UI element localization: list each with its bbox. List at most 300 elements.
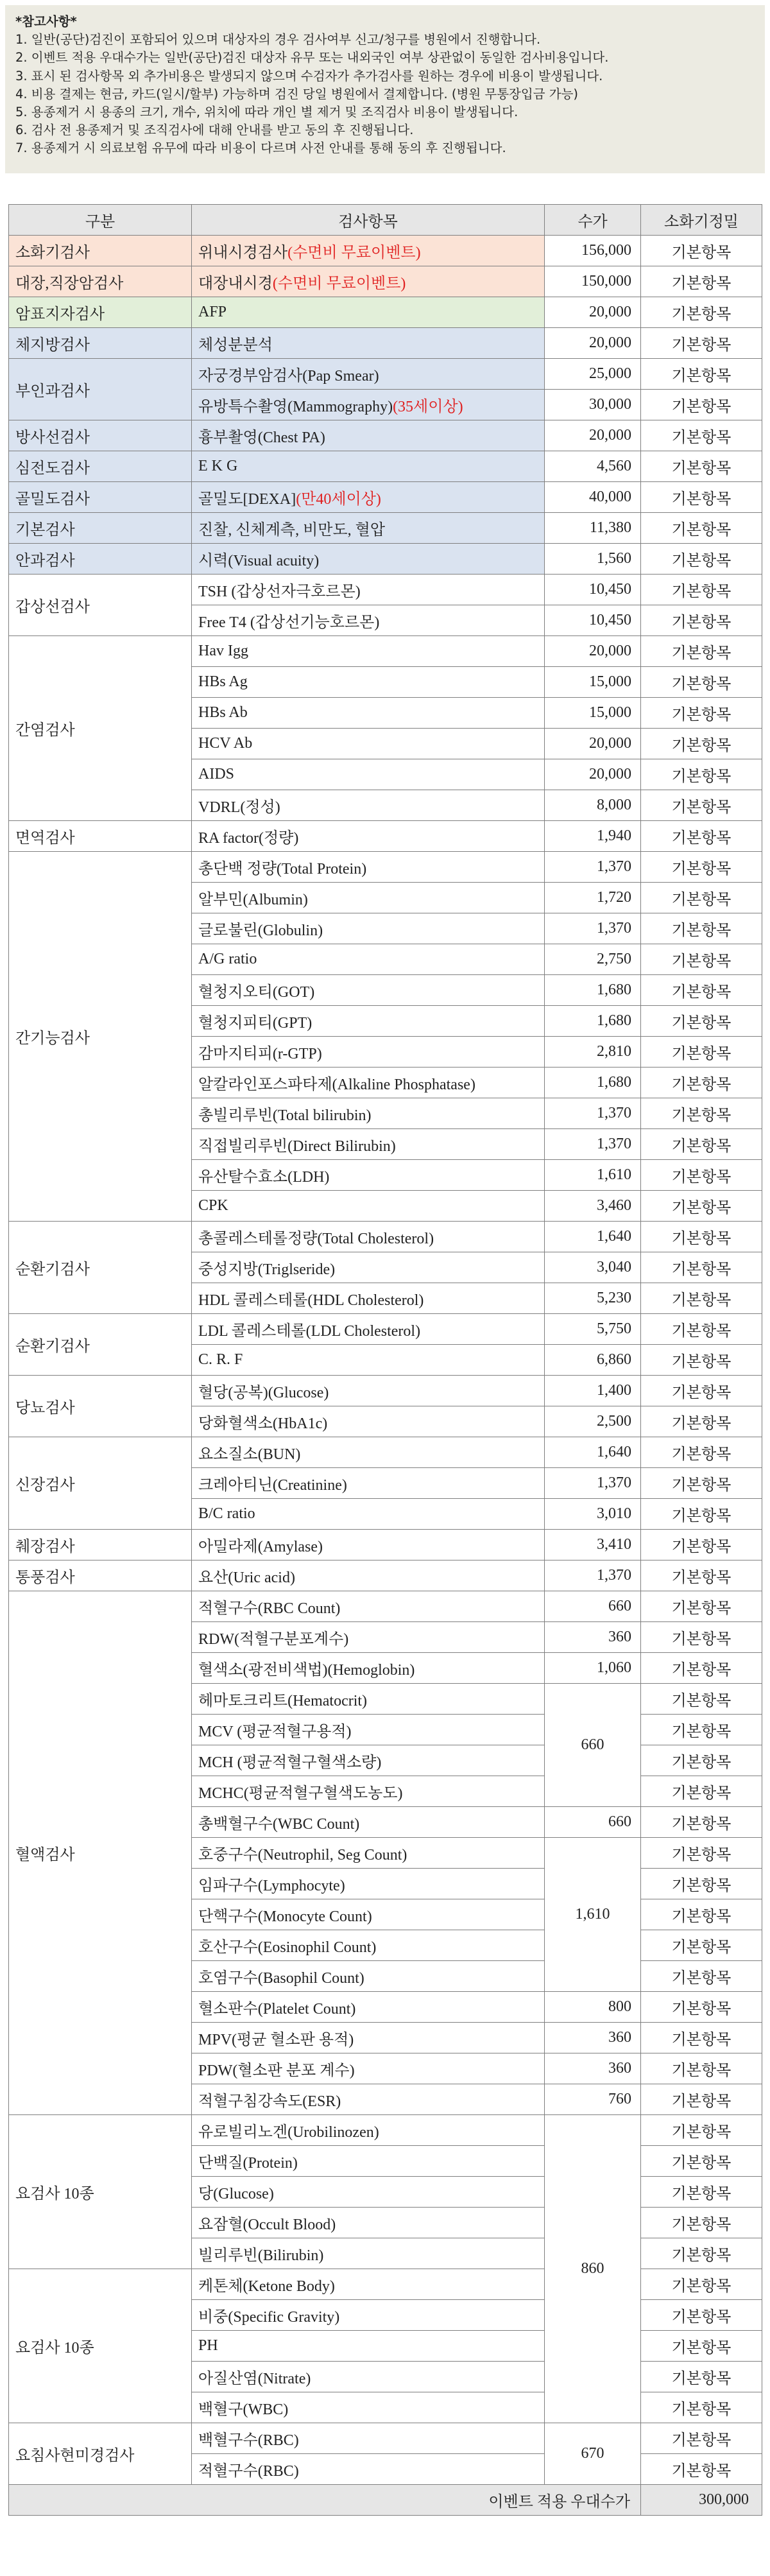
item-cell — [192, 2115, 545, 2146]
item-name: 흉부촬영(Chest PA) — [198, 429, 325, 446]
price-cell: 10,450 — [545, 575, 641, 605]
price-cell: 660 — [545, 1684, 641, 1807]
item-name: 유로빌리노겐(Urobilinozen) — [198, 2124, 379, 2141]
item-cell — [192, 883, 545, 913]
table-row — [9, 1437, 762, 1468]
item-name: AFP — [198, 304, 227, 320]
table-row — [9, 2115, 762, 2146]
table-row — [9, 1222, 762, 1252]
base-item-cell: 기본항목 — [641, 975, 762, 1006]
item-cell — [192, 2084, 545, 2115]
item-note: (35세이상) — [393, 399, 463, 415]
base-item-cell: 기본항목 — [641, 852, 762, 883]
category-cell: 방사선검사 — [9, 420, 192, 451]
item-cell — [192, 359, 545, 390]
item-name: 아밀라제(Amylase) — [198, 1539, 323, 1555]
item-cell — [192, 2454, 545, 2485]
price-cell: 150,000 — [545, 266, 641, 297]
item-name: 케톤체(Ketone Body) — [198, 2278, 335, 2295]
item-name: HCV Ab — [198, 735, 253, 752]
table-row — [9, 1314, 762, 1345]
item-name: 임파구수(Lymphocyte) — [198, 1878, 345, 1894]
table-row — [9, 451, 762, 482]
item-name: 알칼라인포스파타제(Alkaline Phosphatase) — [198, 1076, 475, 1093]
item-cell — [192, 390, 545, 420]
base-item-cell: 기본항목 — [641, 1098, 762, 1129]
item-cell — [192, 2362, 545, 2392]
category-cell: 요검사 10종 — [9, 2115, 192, 2269]
item-name: B/C ratio — [198, 1505, 255, 1522]
price-cell: 360 — [545, 2023, 641, 2053]
base-item-cell: 기본항목 — [641, 1468, 762, 1499]
base-item-cell: 기본항목 — [641, 2023, 762, 2053]
price-cell: 5,230 — [545, 1283, 641, 1314]
item-name: 대장내시경 — [198, 275, 273, 292]
category-cell: 요침사현미경검사 — [9, 2423, 192, 2485]
price-cell: 1,370 — [545, 1560, 641, 1591]
price-cell: 20,000 — [545, 636, 641, 667]
item-cell — [192, 1807, 545, 1838]
base-item-cell: 기본항목 — [641, 2177, 762, 2208]
item-name: 글로불린(Globulin) — [198, 922, 323, 939]
category-cell: 췌장검사 — [9, 1530, 192, 1560]
item-name: 혈소판수(Platelet Count) — [198, 2001, 356, 2018]
price-cell: 1,370 — [545, 852, 641, 883]
price-cell: 1,370 — [545, 1468, 641, 1499]
item-name: 유산탈수효소(LDH) — [198, 1169, 330, 1186]
item-cell — [192, 1314, 545, 1345]
item-cell — [192, 2238, 545, 2269]
category-cell: 혈액검사 — [9, 1591, 192, 2115]
price-cell: 1,610 — [545, 1160, 641, 1191]
item-name: 중성지방(Triglseride) — [198, 1261, 336, 1278]
item-cell — [192, 2269, 545, 2300]
base-item-cell: 기본항목 — [641, 790, 762, 821]
category-cell: 간염검사 — [9, 636, 192, 821]
base-item-cell: 기본항목 — [641, 2053, 762, 2084]
item-name: Free T4 (갑상선기능호르몬) — [198, 614, 380, 631]
item-name: TSH (갑상선자극호르몬) — [198, 583, 361, 600]
base-item-cell: 기본항목 — [641, 1222, 762, 1252]
base-item-cell: 기본항목 — [641, 1530, 762, 1560]
item-cell — [192, 1376, 545, 1406]
category-cell: 대장,직장암검사 — [9, 266, 192, 297]
base-item-cell: 기본항목 — [641, 1745, 762, 1776]
base-item-cell: 기본항목 — [641, 759, 762, 790]
base-item-cell: 기본항목 — [641, 667, 762, 698]
item-cell — [192, 790, 545, 821]
base-item-cell: 기본항목 — [641, 1560, 762, 1591]
base-item-cell: 기본항목 — [641, 1037, 762, 1068]
category-cell: 안과검사 — [9, 544, 192, 575]
item-cell — [192, 2177, 545, 2208]
table-body — [9, 236, 762, 2485]
price-cell: 660 — [545, 1591, 641, 1622]
price-cell: 1,370 — [545, 913, 641, 944]
price-cell: 1,560 — [545, 544, 641, 575]
base-item-cell: 기본항목 — [641, 2331, 762, 2362]
item-cell — [192, 698, 545, 729]
item-cell — [192, 544, 545, 575]
category-cell: 순환기검사 — [9, 1314, 192, 1376]
price-cell: 1,680 — [545, 1006, 641, 1037]
base-item-cell: 기본항목 — [641, 1283, 762, 1314]
price-cell: 156,000 — [545, 236, 641, 266]
price-cell: 25,000 — [545, 359, 641, 390]
price-cell: 860 — [545, 2115, 641, 2423]
item-cell — [192, 2146, 545, 2177]
base-item-cell: 기본항목 — [641, 2208, 762, 2238]
price-cell: 670 — [545, 2423, 641, 2485]
item-name: HDL 콜레스테롤(HDL Cholesterol) — [198, 1292, 424, 1309]
footer-total: 300,000 — [641, 2485, 762, 2516]
item-name: PH — [198, 2337, 218, 2354]
item-name: CPK — [198, 1197, 228, 1214]
category-cell: 소화기검사 — [9, 236, 192, 266]
price-cell: 11,380 — [545, 513, 641, 544]
price-table — [8, 204, 762, 2516]
base-item-cell: 기본항목 — [641, 1653, 762, 1684]
base-item-cell: 기본항목 — [641, 2269, 762, 2300]
item-cell — [192, 2423, 545, 2454]
item-name: E K G — [198, 458, 238, 474]
base-item-cell: 기본항목 — [641, 1838, 762, 1869]
base-item-cell: 기본항목 — [641, 1807, 762, 1838]
base-item-cell: 기본항목 — [641, 1006, 762, 1037]
item-cell — [192, 1191, 545, 1222]
item-name: 직접빌리루빈(Direct Bilirubin) — [198, 1138, 396, 1155]
base-item-cell: 기본항목 — [641, 390, 762, 420]
item-name: 헤마토크리트(Hematocrit) — [198, 1693, 368, 1709]
item-cell — [192, 482, 545, 513]
item-name: 혈색소(광전비색법)(Hemoglobin) — [198, 1662, 415, 1679]
table-row — [9, 2269, 762, 2300]
base-item-cell: 기본항목 — [641, 2084, 762, 2115]
price-cell: 1,400 — [545, 1376, 641, 1406]
price-cell: 6,860 — [545, 1345, 641, 1376]
price-cell: 20,000 — [545, 759, 641, 790]
base-item-cell: 기본항목 — [641, 2392, 762, 2423]
item-name: 체성분분석 — [198, 337, 273, 354]
item-name: AIDS — [198, 766, 235, 782]
item-name: MCHC(평균적혈구혈색도농도) — [198, 1785, 403, 1802]
price-cell: 1,640 — [545, 1437, 641, 1468]
base-item-cell: 기본항목 — [641, 544, 762, 575]
table-row — [9, 359, 762, 390]
table-row — [9, 482, 762, 513]
item-name: 총빌리루빈(Total bilirubin) — [198, 1107, 372, 1124]
header-price: 수가 — [545, 205, 641, 236]
base-item-cell: 기본항목 — [641, 1160, 762, 1191]
item-name: 알부민(Albumin) — [198, 892, 308, 908]
header-digestive-precision: 소화기정밀 — [641, 205, 762, 236]
base-item-cell: 기본항목 — [641, 575, 762, 605]
base-item-cell: 기본항목 — [641, 328, 762, 359]
base-item-cell: 기본항목 — [641, 1899, 762, 1930]
item-name: RA factor(정량) — [198, 830, 299, 847]
item-cell — [192, 1715, 545, 1745]
price-cell: 1,060 — [545, 1653, 641, 1684]
base-item-cell: 기본항목 — [641, 729, 762, 759]
item-name: 혈청지오티(GOT) — [198, 984, 315, 1001]
item-name: 호산구수(Eosinophil Count) — [198, 1939, 377, 1956]
item-name: Hav Igg — [198, 643, 248, 659]
base-item-cell: 기본항목 — [641, 1345, 762, 1376]
table-footer-row — [9, 2485, 762, 2516]
item-name: 빌리루빈(Bilirubin) — [198, 2247, 324, 2264]
item-cell — [192, 975, 545, 1006]
base-item-cell: 기본항목 — [641, 266, 762, 297]
item-cell — [192, 1622, 545, 1653]
item-cell — [192, 513, 545, 544]
item-name: 시력(Visual acuity) — [198, 553, 320, 569]
item-cell — [192, 913, 545, 944]
item-cell — [192, 2053, 545, 2084]
item-name: 호중구수(Neutrophil, Seg Count) — [198, 1847, 407, 1863]
item-cell — [192, 1684, 545, 1715]
base-item-cell: 기본항목 — [641, 2362, 762, 2392]
price-cell: 360 — [545, 1622, 641, 1653]
table-row — [9, 1530, 762, 1560]
price-cell: 660 — [545, 1807, 641, 1838]
table-row — [9, 236, 762, 266]
price-cell: 1,610 — [545, 1838, 641, 1992]
item-name: C. R. F — [198, 1351, 243, 1368]
item-name: MCV (평균적혈구용적) — [198, 1724, 352, 1740]
item-cell — [192, 1560, 545, 1591]
base-item-cell: 기본항목 — [641, 1684, 762, 1715]
category-cell: 간기능검사 — [9, 852, 192, 1222]
base-item-cell: 기본항목 — [641, 944, 762, 975]
item-cell — [192, 852, 545, 883]
base-item-cell: 기본항목 — [641, 1622, 762, 1653]
item-cell — [192, 1160, 545, 1191]
item-name: 총콜레스테롤정량(Total Cholesterol) — [198, 1231, 434, 1247]
base-item-cell: 기본항목 — [641, 2238, 762, 2269]
base-item-cell: 기본항목 — [641, 451, 762, 482]
base-item-cell: 기본항목 — [641, 1930, 762, 1961]
base-item-cell: 기본항목 — [641, 1252, 762, 1283]
base-item-cell: 기본항목 — [641, 513, 762, 544]
item-cell — [192, 1499, 545, 1530]
item-cell — [192, 1037, 545, 1068]
item-cell — [192, 759, 545, 790]
base-item-cell: 기본항목 — [641, 1591, 762, 1622]
table-row — [9, 266, 762, 297]
base-item-cell: 기본항목 — [641, 420, 762, 451]
base-item-cell: 기본항목 — [641, 1869, 762, 1899]
base-item-cell: 기본항목 — [641, 1499, 762, 1530]
item-name: 백혈구수(RBC) — [198, 2432, 299, 2449]
base-item-cell: 기본항목 — [641, 359, 762, 390]
item-name: VDRL(정성) — [198, 799, 280, 816]
base-item-cell: 기본항목 — [641, 883, 762, 913]
category-cell: 골밀도검사 — [9, 482, 192, 513]
item-name: MPV(평균 혈소판 용적) — [198, 2032, 354, 2048]
item-cell — [192, 1252, 545, 1283]
price-cell: 30,000 — [545, 390, 641, 420]
price-cell: 20,000 — [545, 297, 641, 328]
base-item-cell: 기본항목 — [641, 2300, 762, 2331]
base-item-cell: 기본항목 — [641, 236, 762, 266]
table-row — [9, 513, 762, 544]
item-note: (수면비 무료이벤트) — [272, 275, 406, 292]
category-cell: 면역검사 — [9, 821, 192, 852]
item-cell — [192, 236, 545, 266]
item-cell — [192, 944, 545, 975]
price-cell: 1,680 — [545, 1068, 641, 1098]
notice-title: *참고사항* — [15, 14, 77, 29]
category-cell: 신장검사 — [9, 1437, 192, 1530]
item-cell — [192, 605, 545, 636]
base-item-cell: 기본항목 — [641, 1376, 762, 1406]
price-cell: 20,000 — [545, 328, 641, 359]
item-cell — [192, 1530, 545, 1560]
item-name: PDW(혈소판 분포 계수) — [198, 2062, 355, 2079]
base-item-cell: 기본항목 — [641, 1437, 762, 1468]
price-cell: 2,500 — [545, 1406, 641, 1437]
item-cell — [192, 2208, 545, 2238]
item-name: MCH (평균적혈구혈색소량) — [198, 1754, 382, 1771]
base-item-cell: 기본항목 — [641, 1715, 762, 1745]
item-cell — [192, 729, 545, 759]
item-cell — [192, 2331, 545, 2362]
base-item-cell: 기본항목 — [641, 1406, 762, 1437]
base-item-cell: 기본항목 — [641, 605, 762, 636]
item-name: 총백혈구수(WBC Count) — [198, 1816, 360, 1833]
price-cell: 4,560 — [545, 451, 641, 482]
category-cell: 기본검사 — [9, 513, 192, 544]
item-cell — [192, 1899, 545, 1930]
item-cell — [192, 1745, 545, 1776]
item-cell — [192, 1406, 545, 1437]
base-item-cell: 기본항목 — [641, 1191, 762, 1222]
item-name: 비중(Specific Gravity) — [198, 2309, 340, 2326]
table-row — [9, 297, 762, 328]
table-row — [9, 1376, 762, 1406]
item-name: 감마지티피(r-GTP) — [198, 1046, 322, 1062]
item-name: A/G ratio — [198, 951, 257, 967]
price-cell: 3,010 — [545, 1499, 641, 1530]
price-cell: 2,750 — [545, 944, 641, 975]
table-row — [9, 821, 762, 852]
item-name: LDL 콜레스테롤(LDL Cholesterol) — [198, 1323, 421, 1340]
item-cell — [192, 1222, 545, 1252]
footer-label: 이벤트 적용 우대수가 — [9, 2485, 641, 2516]
item-cell — [192, 1961, 545, 1992]
base-item-cell: 기본항목 — [641, 2454, 762, 2485]
table-row — [9, 544, 762, 575]
price-cell: 1,640 — [545, 1222, 641, 1252]
item-cell — [192, 1437, 545, 1468]
table-row — [9, 1560, 762, 1591]
table-row — [9, 636, 762, 667]
item-name: 자궁경부암검사(Pap Smear) — [198, 368, 379, 385]
notice-line: 2. 이벤트 적용 우대수가는 일반(공단)검진 대상자 유무 또는 내외국인 여부 상관없이 동일한 검사비용입니다. — [15, 50, 609, 65]
price-cell: 10,450 — [545, 605, 641, 636]
item-name: 요산(Uric acid) — [198, 1569, 295, 1586]
item-name: RDW(적혈구분포계수) — [198, 1631, 349, 1648]
price-cell: 1,680 — [545, 975, 641, 1006]
item-cell — [192, 667, 545, 698]
price-cell: 15,000 — [545, 667, 641, 698]
item-name: 적혈구침강속도(ESR) — [198, 2093, 341, 2110]
item-name: 위내시경검사 — [198, 245, 288, 261]
item-cell — [192, 1591, 545, 1622]
category-cell: 심전도검사 — [9, 451, 192, 482]
base-item-cell: 기본항목 — [641, 2115, 762, 2146]
item-name: 골밀도[DEXA] — [198, 491, 296, 508]
category-cell: 부인과검사 — [9, 359, 192, 420]
item-name: 아질산염(Nitrate) — [198, 2371, 311, 2387]
table-row — [9, 575, 762, 605]
notice-line: 1. 일반(공단)검진이 포함되어 있으며 대상자의 경우 검사여부 신고/청구를 병원에서 진행합니다. — [15, 32, 541, 48]
notice-line: 4. 비용 결제는 현금, 카드(일시/할부) 가능하며 검진 당일 병원에서 결제합니다. (병원 무통장입금 가능) — [15, 86, 579, 101]
base-item-cell: 기본항목 — [641, 636, 762, 667]
category-cell: 체지방검사 — [9, 328, 192, 359]
price-cell: 360 — [545, 2053, 641, 2084]
item-cell — [192, 2023, 545, 2053]
item-name: 크레아티닌(Creatinine) — [198, 1477, 347, 1494]
item-cell — [192, 636, 545, 667]
item-cell — [192, 1129, 545, 1160]
item-name: 혈당(공복)(Glucose) — [198, 1385, 329, 1401]
item-cell — [192, 420, 545, 451]
item-cell — [192, 1776, 545, 1807]
price-cell: 15,000 — [545, 698, 641, 729]
item-cell — [192, 1468, 545, 1499]
base-item-cell: 기본항목 — [641, 913, 762, 944]
item-name: HBs Ab — [198, 704, 248, 721]
item-cell — [192, 1345, 545, 1376]
item-cell — [192, 451, 545, 482]
price-cell: 8,000 — [545, 790, 641, 821]
item-name: 당화혈색소(HbA1c) — [198, 1415, 328, 1432]
category-cell: 갑상선검사 — [9, 575, 192, 636]
base-item-cell: 기본항목 — [641, 1961, 762, 1992]
item-cell — [192, 821, 545, 852]
item-note: (만40세이상) — [296, 491, 381, 508]
notice-line: 7. 용종제거 시 의료보험 유무에 따라 비용이 다르며 사전 안내를 통해 동의 후 진행됩니다. — [15, 141, 506, 156]
header-item: 검사항목 — [192, 205, 545, 236]
category-cell: 통풍검사 — [9, 1560, 192, 1591]
item-cell — [192, 1992, 545, 2023]
price-cell: 20,000 — [545, 729, 641, 759]
base-item-cell: 기본항목 — [641, 2423, 762, 2454]
base-item-cell: 기본항목 — [641, 1776, 762, 1807]
table-row — [9, 420, 762, 451]
item-name: 당(Glucose) — [198, 2186, 274, 2202]
item-cell — [192, 1098, 545, 1129]
item-name: 진찰, 신체계측, 비만도, 혈압 — [198, 522, 386, 539]
table-row — [9, 1591, 762, 1622]
price-cell: 3,460 — [545, 1191, 641, 1222]
item-name: 단핵구수(Monocyte Count) — [198, 1908, 372, 1925]
base-item-cell: 기본항목 — [641, 821, 762, 852]
price-cell: 5,750 — [545, 1314, 641, 1345]
price-cell: 760 — [545, 2084, 641, 2115]
notice-box — [5, 5, 765, 173]
price-cell: 2,810 — [545, 1037, 641, 1068]
table-row — [9, 852, 762, 883]
item-cell — [192, 1006, 545, 1037]
table-row — [9, 2423, 762, 2454]
item-name: 백혈구(WBC) — [198, 2401, 289, 2418]
item-name: 적혈구수(RBC) — [198, 2463, 299, 2480]
price-cell: 1,940 — [545, 821, 641, 852]
notice-line: 6. 검사 전 용종제거 및 조직검사에 대해 안내를 받고 동의 후 진행됩니다. — [15, 123, 414, 138]
table-row — [9, 328, 762, 359]
